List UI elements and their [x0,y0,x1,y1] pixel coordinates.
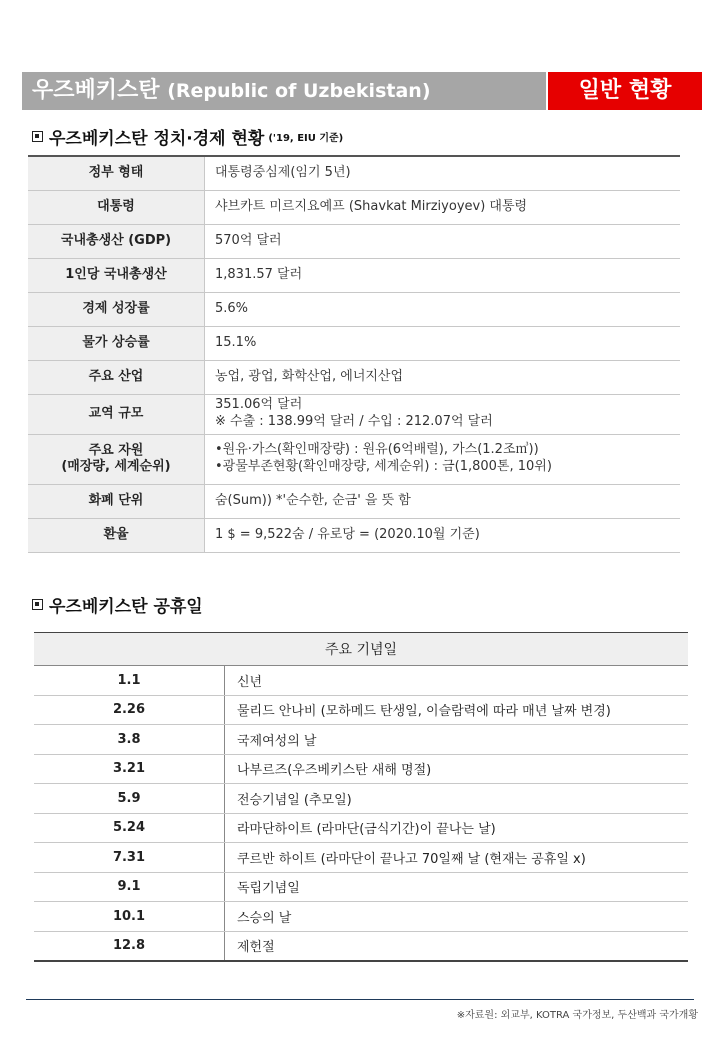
footer-divider [26,999,694,1000]
header-badge: 일반 현황 [546,72,702,110]
row-key: 교역 규모 [28,394,205,434]
header-title-en: (Republic of Uzbekistan) [167,80,431,102]
row-value-line: •광물부존현황(확인매장량, 세계순위) : 금(1,800톤, 10위) [215,459,552,474]
holiday-date: 9.1 [34,872,225,902]
footer-source: ※자료원: 외교부, KOTRA 국가정보, 두산백과 국가개황 [456,1010,698,1021]
section-bullet-icon [32,131,43,142]
row-value [205,156,681,190]
row-key: 환율 [28,518,205,552]
holiday-date: 5.24 [34,813,225,843]
holiday-date: 3.8 [34,725,225,755]
row-key: 1인당 국내총생산 [28,258,205,292]
holiday-name: 독립기념일 [225,872,689,902]
table-row [28,156,680,190]
holiday-date: 10.1 [34,902,225,932]
row-key: 주요 자원 (매장량, 세계순위) [28,434,205,484]
section1-subtitle: ('19, EIU 기준) [268,133,344,144]
row-value [205,258,681,292]
row-key: 대통령 [28,190,205,224]
overview-table [28,155,680,553]
table-row [28,258,680,292]
row-value [205,518,681,552]
row-value [205,292,681,326]
holiday-table-header: 주요 기념일 [34,633,688,666]
row-value-line: •원유·가스(확인매장량) : 원유(6억배럴), 가스(1.2조㎥)) [215,442,539,458]
table-row [34,813,688,843]
section1-title-text: 우즈베키스탄 정치·경제 현황 [49,129,265,149]
table-row [28,394,680,434]
table-row [28,292,680,326]
holiday-name: 스승의 날 [225,902,689,932]
holiday-name: 나부르즈(우즈베키스탄 새해 명절) [225,754,689,784]
row-value-line: 15.1% [215,334,257,350]
table-row [34,872,688,902]
table-row [34,843,688,873]
holiday-table [34,632,688,962]
table-row [28,360,680,394]
row-key: 물가 상승률 [28,326,205,360]
table-row [34,754,688,784]
row-key: 정부 형태 [28,156,205,190]
row-value-line: 351.06억 달러 [215,397,303,413]
table-row [34,784,688,814]
table-row [34,695,688,725]
header-title-ko: 우즈베키스탄 [32,78,160,103]
row-value [205,394,681,434]
row-value [205,326,681,360]
row-value-line: 570억 달러 [215,232,282,248]
table-row [28,484,680,518]
holiday-name: 신년 [225,666,689,696]
row-value [205,434,681,484]
holiday-date: 7.31 [34,843,225,873]
holiday-name: 물리드 안나비 (모하메드 탄생일, 이슬람력에 따라 매년 날짜 변경) [225,695,689,725]
holiday-name: 라마단하이트 (라마단(금식기간)이 끝나는 날) [225,813,689,843]
section-bullet-icon [32,599,43,610]
holiday-name: 제헌절 [237,940,275,956]
holiday-date: 2.26 [34,695,225,725]
holiday-date: 1.1 [34,666,225,696]
section2-title [32,592,203,617]
table-row [34,931,688,961]
table-row [28,224,680,258]
row-value-line: 숨(Sum)) *'순수한, 순금' 을 뜻 함 [215,492,411,508]
page-header [22,72,702,110]
section1-title [32,124,343,149]
holiday-date: 12.8 [34,931,225,961]
row-value [205,360,681,394]
row-value [205,484,681,518]
row-key: 국내총생산 (GDP) [28,224,205,258]
row-key: 화폐 단위 [28,484,205,518]
holiday-name: 국제여성의 날 [225,725,689,755]
row-value [205,224,681,258]
table-row [34,902,688,932]
header-title [22,72,546,110]
row-value-line: 샤브카트 미르지요예프 (Shavkat Mirziyoyev) 대통령 [215,198,528,214]
table-row [28,190,680,224]
row-value-line: 대통령중심제(임기 5년) [215,164,351,180]
holiday-name: 쿠르반 하이트 (라마단이 끝나고 70일째 날 (현재는 공휴일 x) [225,843,689,873]
row-value-line: 1 $ = 9,522숨 / 유로당 = (2020.10월 기준) [215,526,480,542]
row-key: 주요 산업 [28,360,205,394]
row-value-line: 1,831.57 달러 [215,266,303,282]
row-value-line: 농업, 광업, 화학산업, 에너지산업 [215,368,404,384]
section2-title-text: 우즈베키스탄 공휴일 [49,597,203,617]
table-row [34,666,688,696]
holiday-date: 5.9 [34,784,225,814]
table-row [28,326,680,360]
row-value-line: ※ 수출 : 138.99억 달러 / 수입 : 212.07억 달러 [215,414,493,429]
table-row [34,725,688,755]
holiday-date: 3.21 [34,754,225,784]
table-row [28,518,680,552]
row-key: 경제 성장률 [28,292,205,326]
row-value-line: 5.6% [215,300,249,316]
holiday-name: 전승기념일 (추모일) [225,784,689,814]
table-row [28,434,680,484]
row-value [205,190,681,224]
